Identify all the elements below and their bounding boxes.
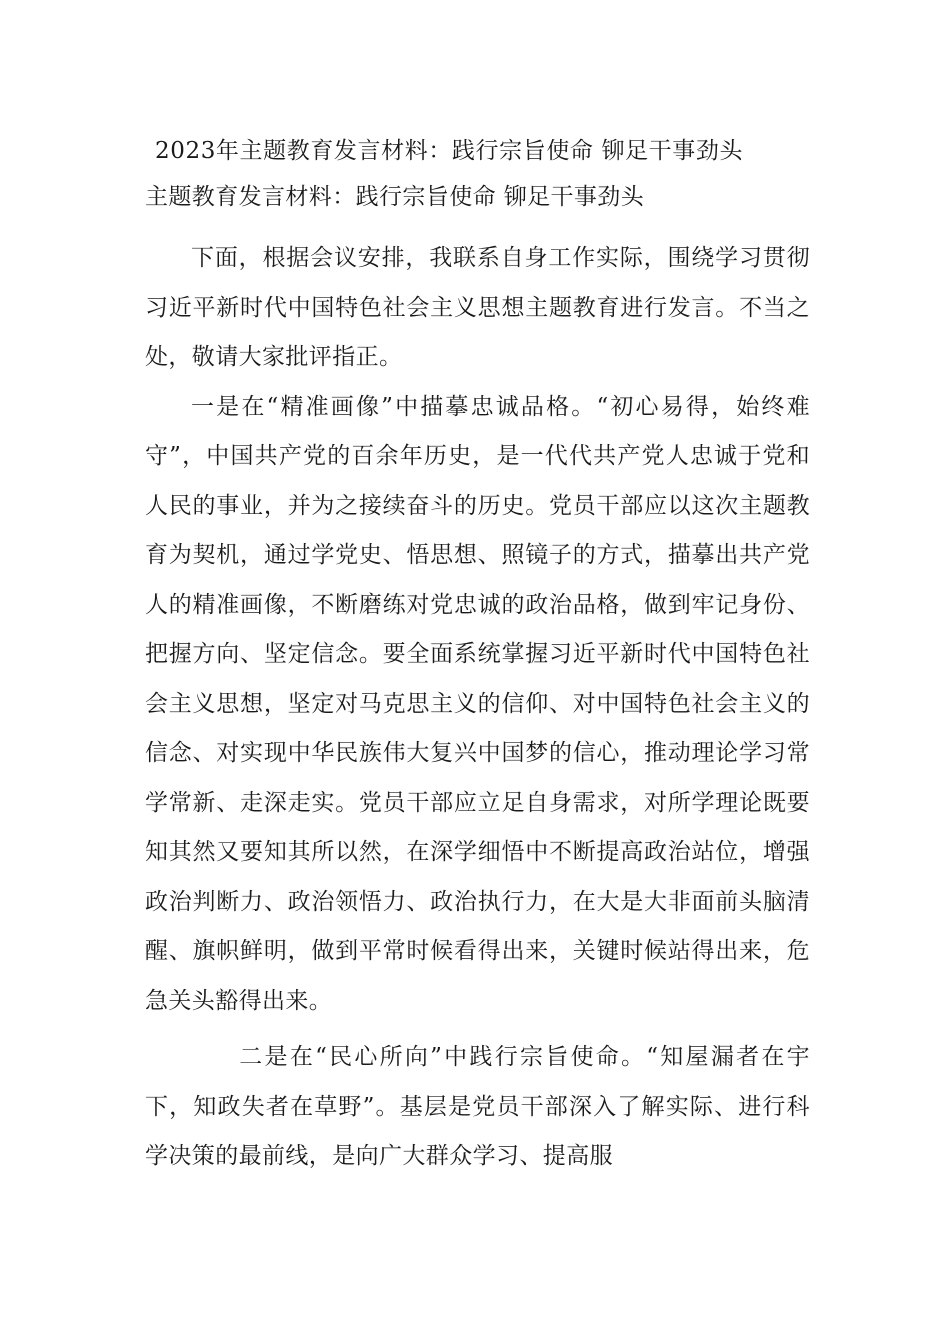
title-line-2: 主题教育发言材料：践行宗旨使命 铆足干事劲头 [145,184,645,210]
document-title [145,136,810,212]
document-body [145,234,810,1182]
paragraph-intro: 下面，根据会议安排，我联系自身工作实际，围绕学习贯彻习近平新时代中国特色社会主义思想主题教育进行发言。不当之处，敬请大家批评指正。 [145,245,810,370]
paragraph-point-one: 一是在“精准画像”中描摹忠诚品格。“初心易得，始终难守”，中国共产党的百余年历史，是一代代共产党人忠诚于党和人民的事业，并为之接续奋斗的历史。党员干部应以这次主题教育为契机，通过学党史、悟思想、照镜子的方式，描摹出共产党人的精准画像，不断磨练对党忠诚的政治品格，做到牢记身份、把握方向、坚定信念。要全面系统掌握习近平新时代中国特色社会主义思想，坚定对马克思主义的信仰、对中国特色社会主义的信念、对实现中华民族伟大复兴中国梦的信心，推动理论学习常学常新、走深走实。党员干部应立足自身需求，对所学理论既要知其然又要知其所以然，在深学细悟中不断提高政治站位，增强政治判断力、政治领悟力、政治执行力，在大是大非面前头脑清醒、旗帜鲜明，做到平常时候看得出来，关键时候站得出来，危急关头豁得出来。 [145,393,810,1014]
paragraph-point-two: 二是在“民心所向”中践行宗旨使命。“知屋漏者在宇下，知政失者在草野”。基层是党员干部深入了解实际、进行科学决策的最前线，是向广大群众学习、提高服 [145,1044,810,1169]
title-line-1: 2023年主题教育发言材料：践行宗旨使命 铆足干事劲头 [155,138,744,164]
